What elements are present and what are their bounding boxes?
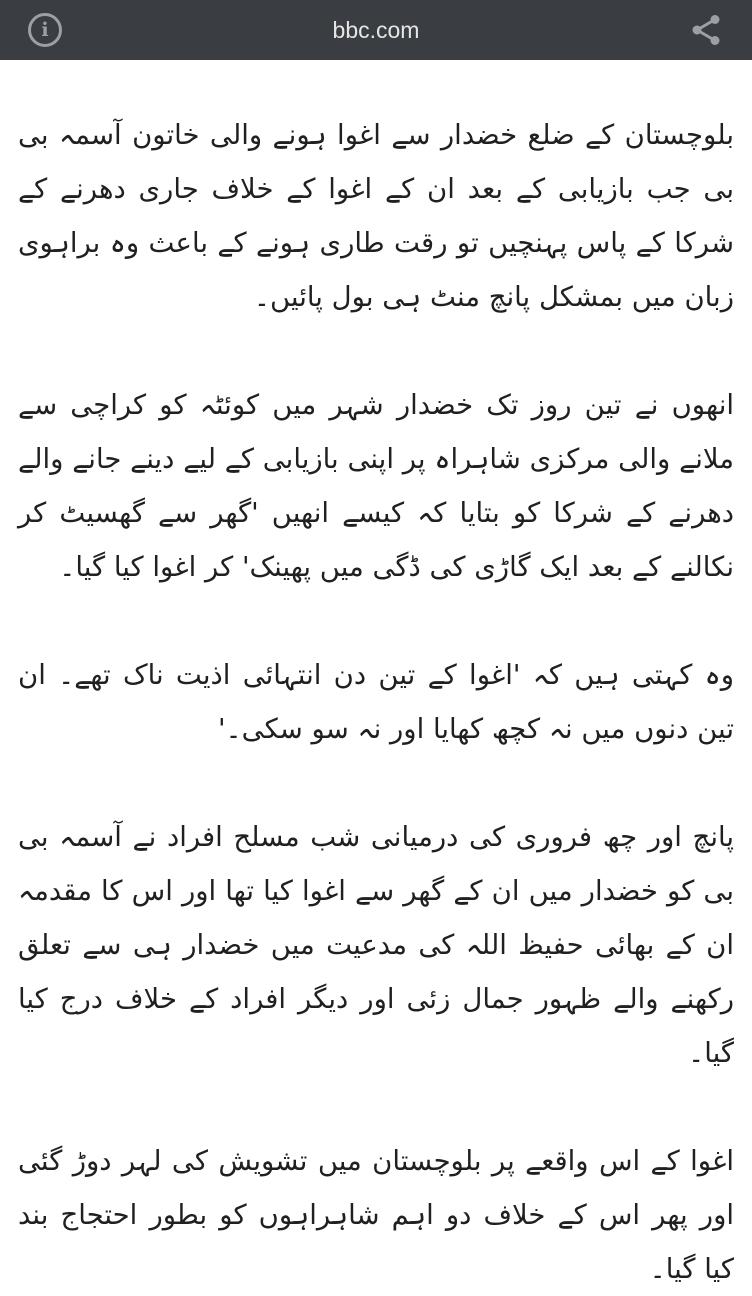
article-paragraph: وہ کہتی ہیں کہ 'اغوا کے تین دن انتہائی اذیت ناک تھے۔ ان تین دنوں میں نہ کچھ کھایا اور نہ سو سکی۔' [18,659,734,745]
article-paragraph: پانچ اور چھ فروری کی درمیانی شب مسلح افراد نے آسمہ بی بی کو خضدار میں ان کے گھر سے اغوا کیا تھا اور اس کا مقدمہ ان کے بھائی حفیظ اللہ کی مدعیت میں خضدار ہی سے تعلق رکھنے والے ظہور جمال زئی اور دیگر افراد کے خلاف درج کیا گیا۔ [18,821,734,1069]
page-domain[interactable]: bbc.com [332,16,420,43]
article-paragraph: اغوا کے اس واقعے پر بلوچستان میں تشویش کی لہر دوڑ گئی اور پھر اس کے خلاف دو اہم شاہراہوں کو بطور احتجاج بند کیا گیا۔ [18,1145,734,1285]
info-icon[interactable]: i [28,13,62,47]
article-paragraph: بلوچستان کے ضلع خضدار سے اغوا ہونے والی خاتون آسمہ بی بی جب بازیابی کے بعد ان کے اغوا کے خلاف جاری دھرنے کے شرکا کے پاس پہنچیں تو رقت طاری ہونے کے باعث وہ براہوی زبان میں بمشکل پانچ منٹ ہی بول پائیں۔ [18,119,734,313]
article-body [18,108,734,1296]
article-paragraph: انھوں نے تین روز تک خضدار شہر میں کوئٹہ کو کراچی سے ملانے والی مرکزی شاہراہ پر اپنی بازیابی کے لیے دینے جانے والے دھرنے کے شرکا کو بتایا کہ کیسے انھیں 'گھر سے گھسیٹ کر نکالنے کے بعد ایک گاڑی کی ڈگی میں پھینک' کر اغوا کیا گیا۔ [18,389,734,583]
share-icon[interactable] [688,12,724,48]
browser-top-bar [0,0,752,60]
